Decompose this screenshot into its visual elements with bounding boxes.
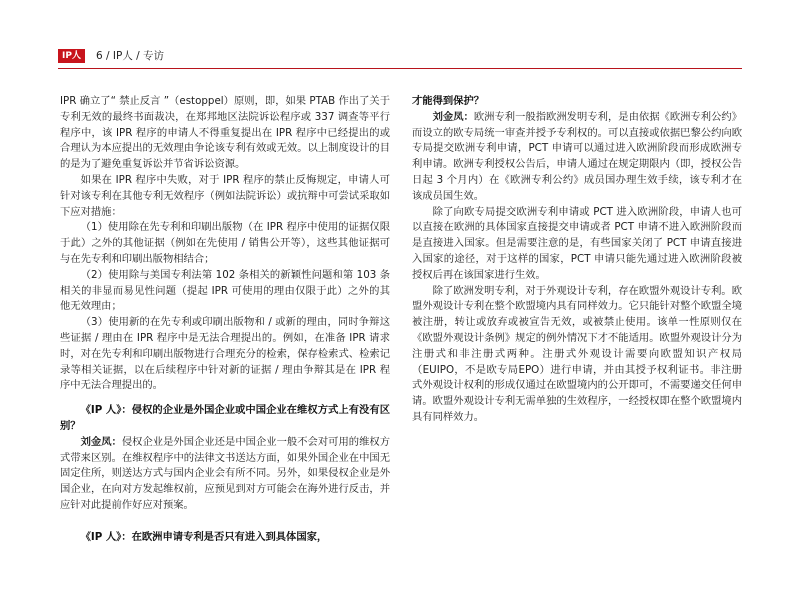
speaker-name: 刘金凤：	[80, 435, 122, 448]
paragraph-measure-3: （3）使用新的在先专利或印刷出版物和 / 或新的理由，同时争辩这些证据 / 理由在 IPR 程序中是无法合理提出的。例如，在准备 IPR 请求时，对在先专利和印刷出版物进行合理充分的检索，保存检索式、检索记录等相关证据，以在后续程序中针对新的证据 / 理由争辩其是在 IPR 程序中无法合理提出的。	[60, 316, 390, 392]
paragraph-estoppel: IPR 确立了“ 禁止反言 ”（estoppel）原则，即，如果 PTAB 作出了关于专利无效的最终书面裁决，在郑邦地区法院诉讼程序或 337 调查等平行程序中，该 IPR 程序的申请人不得重复提出在 IPR 程序中已经提出的或合理认为本应提出的无效理由争论该专利有效或无效。以上制度设计的目的是为了避免重复诉讼并节省诉讼资源。	[60, 95, 390, 171]
header-section-title: 6 / IP人 / 专访	[96, 50, 165, 62]
right-column	[412, 94, 742, 426]
question-europe-patent: 《IP 人》：在欧洲申请专利是否只有进入到具体国家，	[80, 530, 328, 543]
answer-text: 侵权企业是外国企业还是中国企业一般不会对可用的维权方式带来区别。在维权程序中的法律文书送达方面，如果外国企业在中国无固定住所，则送达方式与国内企业会有所不同。另外，如果侵权企业是外国企业，在向对方发起维权前，应预见到对方可能会在海外进行反击，并应针对此提前作好应对预案。	[60, 435, 391, 511]
question-europe-patent-continued: 才能得到保护？	[412, 95, 485, 107]
question-foreign-vs-domestic: 《IP 人》：侵权的企业是外国企业或中国企业在维权方式上有没有区别？	[60, 404, 390, 432]
answer-foreign-vs-domestic	[60, 435, 390, 514]
header-divider	[58, 68, 742, 69]
page-header	[58, 48, 742, 66]
paragraph-ipr-failure: 如果在 IPR 程序中失败，对于 IPR 程序的禁止反悔规定，申请人可针对该专利在其他专利无效程序（例如法院诉讼）或抗辩中可尝试采取如下应对措施：	[60, 173, 390, 218]
paragraph-eu-design: 除了欧洲发明专利，对于外观设计专利，存在欧盟外观设计专利。欧盟外观设计专利在整个欧盟境内具有同样效力。它只能针对整个欧盟全境被注册，转让或放弃或被宣告无效，或被禁止使用。该单一性原则仅在《欧盟外观设计条例》规定的例外情况下才不能适用。欧盟外观设计分为注册式和非注册式两种。注册式外观设计需要向欧盟知识产权局（EUIPO，不是欧专局EPO）进行申请，并由其授予权利证书。非注册式外观设计权利的形成仅通过在欧盟境内的公开即可，不需要递交任何申请。欧盟外观设计专利无需单独的生效程序，一经授权即在整个欧盟境内具有同样效力。	[412, 284, 742, 423]
paragraph-national-filing: 除了向欧专局提交欧洲专利申请或 PCT 进入欧洲阶段，申请人也可以直接在欧洲的具体国家直接提交申请或者 PCT 申请不进入欧洲阶段而是直接进入国家。但是需要注意的是，有些国家关闭了 PCT 申请直接进入国家的途径，对于这样的国家，PCT 申请只能先通过进入欧洲阶段被授权后再在该国家进行生效。	[412, 205, 742, 281]
answer-europe-patent	[412, 110, 742, 205]
paragraph-measure-2: （2）使用除与美国专利法第 102 条相关的新颖性问题和第 103 条相关的非显而易见性问题（提起 IPR 可使用的理由仅限于此）之外的其他无效理由；	[60, 268, 390, 313]
answer-text: 欧洲专利一般指欧洲发明专利，是由依据《欧洲专利公约》而设立的欧专局统一审查并授予专利权的。可以直接或依据巴黎公约向欧专局提交欧洲专利申请，PCT 申请可以通过进入欧洲阶段而形成欧洲专利申请。欧洲专利授权公告后，申请人通过在规定期限内（即，授权公告日起 3 个月内）在《欧洲专利公约》成员国办理生效手续，该专利才在该成员国生效。	[412, 110, 743, 202]
left-column	[60, 94, 390, 546]
ip-logo-badge: IP人	[58, 49, 85, 63]
speaker-name: 刘金凤：	[432, 110, 474, 123]
paragraph-measure-1: （1）使用除在先专利和印刷出版物（在 IPR 程序中使用的证据仅限于此）之外的其他证据（例如在先使用 / 销售公开等），这些其他证据可与在先专利和印刷出版物相结合；	[60, 221, 390, 265]
